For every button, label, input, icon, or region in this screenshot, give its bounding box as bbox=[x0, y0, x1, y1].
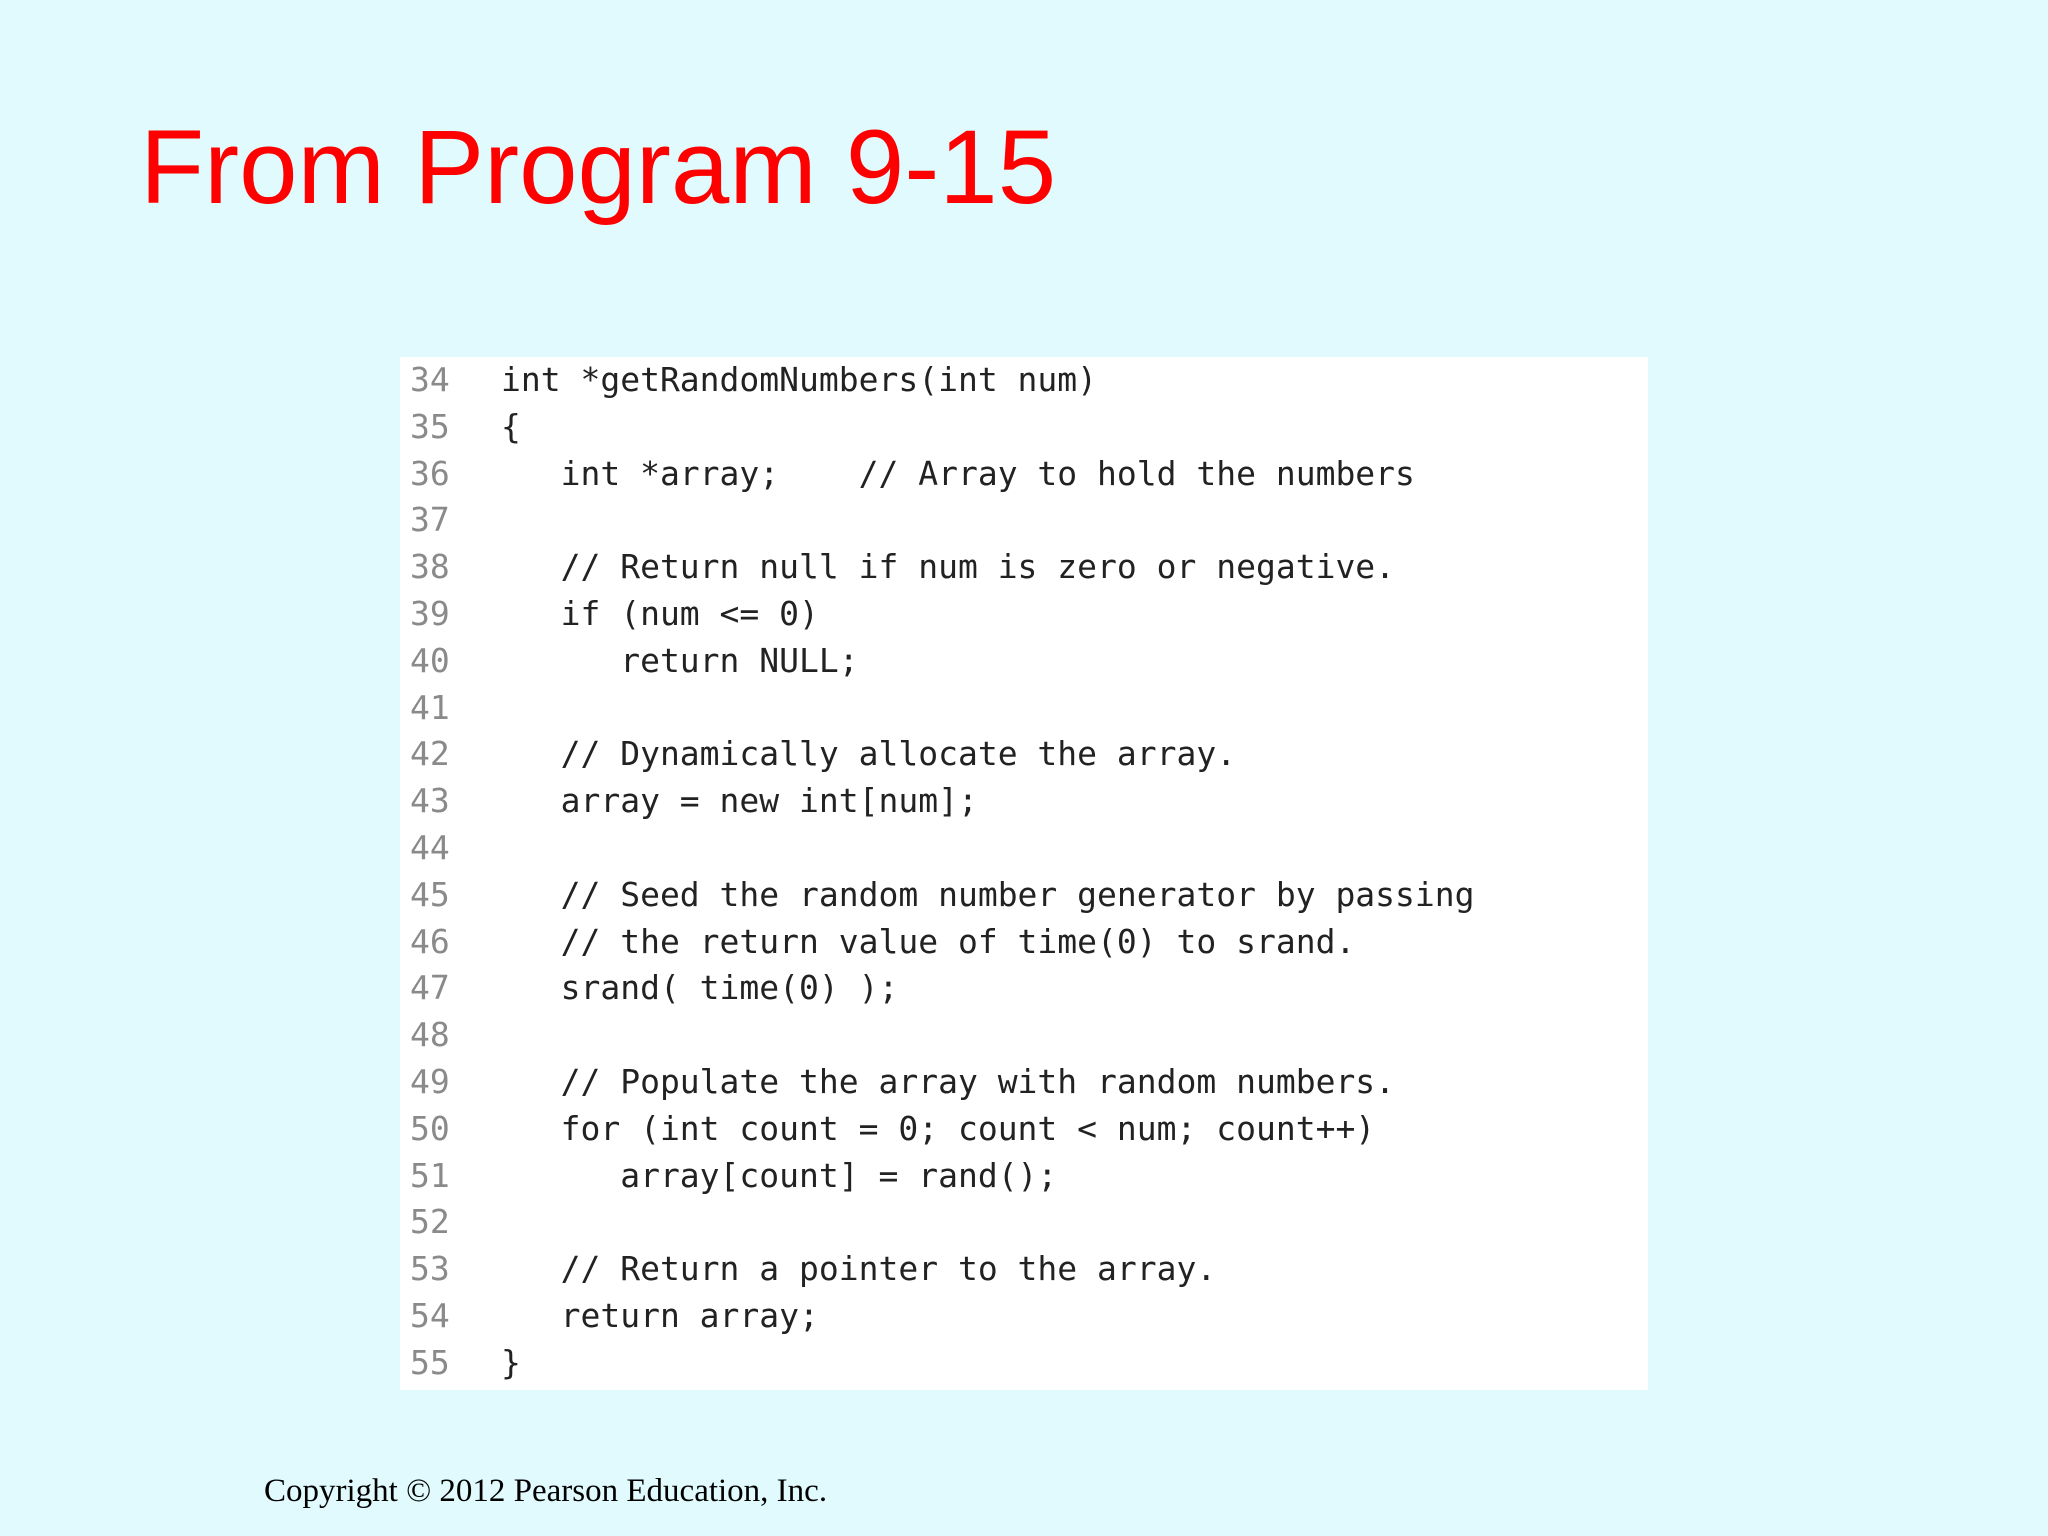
line-number: 52 bbox=[410, 1202, 450, 1242]
line-number: 36 bbox=[410, 453, 450, 493]
line-number: 43 bbox=[410, 781, 450, 821]
line-number: 41 bbox=[410, 687, 450, 727]
line-code: { bbox=[501, 406, 521, 446]
line-number: 48 bbox=[410, 1015, 450, 1055]
code-line bbox=[400, 357, 1648, 404]
code-line bbox=[400, 965, 1648, 1012]
line-number: 53 bbox=[410, 1249, 450, 1289]
line-number: 55 bbox=[410, 1342, 450, 1382]
line-number: 40 bbox=[410, 640, 450, 680]
code-line bbox=[400, 1199, 1648, 1246]
line-code: // Return null if num is zero or negative. bbox=[501, 547, 1396, 587]
line-code: srand( time(0) ); bbox=[501, 968, 899, 1008]
code-line bbox=[400, 591, 1648, 638]
copyright-notice: Copyright © 2012 Pearson Education, Inc. bbox=[264, 1473, 828, 1509]
code-line bbox=[400, 731, 1648, 778]
line-code: // Populate the array with random numbers. bbox=[501, 1061, 1396, 1101]
line-number: 39 bbox=[410, 593, 450, 633]
line-code: // the return value of time(0) to srand. bbox=[501, 921, 1356, 961]
line-code: return NULL; bbox=[501, 640, 859, 680]
line-number: 45 bbox=[410, 874, 450, 914]
line-number: 49 bbox=[410, 1061, 450, 1101]
line-number: 44 bbox=[410, 827, 450, 867]
line-code: // Return a pointer to the array. bbox=[501, 1249, 1217, 1289]
code-line bbox=[400, 544, 1648, 591]
line-number: 34 bbox=[410, 360, 450, 399]
line-code: if (num <= 0) bbox=[501, 593, 819, 633]
line-code: array = new int[num]; bbox=[501, 781, 978, 821]
code-line bbox=[400, 1340, 1648, 1387]
line-code: int *getRandomNumbers(int num) bbox=[501, 360, 1098, 399]
code-line bbox=[400, 919, 1648, 966]
code-line bbox=[400, 1293, 1648, 1340]
code-line bbox=[400, 497, 1648, 544]
line-code: return array; bbox=[501, 1295, 819, 1335]
code-line bbox=[400, 1106, 1648, 1153]
line-code: // Dynamically allocate the array. bbox=[501, 734, 1237, 774]
line-code: array[count] = rand(); bbox=[501, 1155, 1058, 1195]
code-line bbox=[400, 872, 1648, 919]
line-code: } bbox=[501, 1342, 521, 1382]
line-number: 38 bbox=[410, 547, 450, 587]
code-line bbox=[400, 451, 1648, 498]
code-line bbox=[400, 1059, 1648, 1106]
code-line bbox=[400, 638, 1648, 685]
line-number: 54 bbox=[410, 1295, 450, 1335]
code-line bbox=[400, 1153, 1648, 1200]
code-line bbox=[400, 1246, 1648, 1293]
line-number: 37 bbox=[410, 500, 450, 540]
slide-title: From Program 9-15 bbox=[140, 109, 1057, 226]
code-line bbox=[400, 778, 1648, 825]
line-number: 42 bbox=[410, 734, 450, 774]
line-code: // Seed the random number generator by passing bbox=[501, 874, 1475, 914]
code-line bbox=[400, 404, 1648, 451]
line-number: 47 bbox=[410, 968, 450, 1008]
code-line bbox=[400, 1012, 1648, 1059]
line-code: for (int count = 0; count < num; count++) bbox=[501, 1108, 1376, 1148]
code-line bbox=[400, 685, 1648, 732]
code-lines bbox=[400, 357, 1648, 1387]
code-line bbox=[400, 825, 1648, 872]
line-number: 35 bbox=[410, 406, 450, 446]
line-number: 50 bbox=[410, 1108, 450, 1148]
line-number: 51 bbox=[410, 1155, 450, 1195]
code-listing bbox=[400, 357, 1648, 1390]
line-code: int *array; // Array to hold the numbers bbox=[501, 453, 1415, 493]
line-number: 46 bbox=[410, 921, 450, 961]
